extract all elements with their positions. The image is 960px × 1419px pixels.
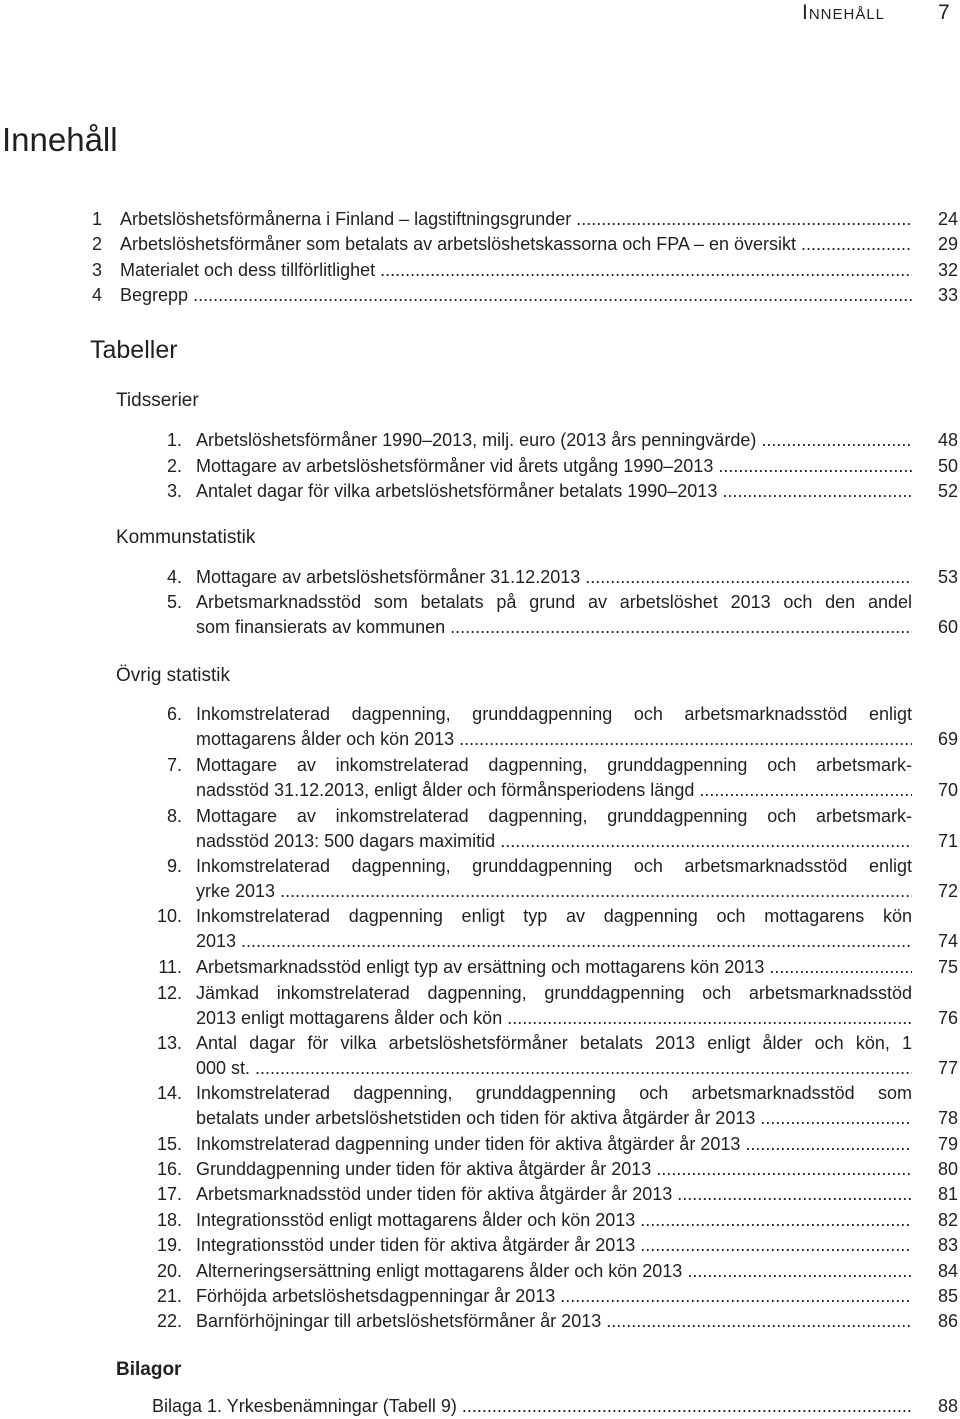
entry-title: Förhöjda arbetslöshetsdagpenningar år 2013 ..... — [196, 1283, 912, 1309]
entry-page-number: 72 — [937, 881, 958, 901]
entry-title: Inkomstrelaterad dagpenning enligt typ av dagpenning och mottagarens kön — [196, 906, 912, 926]
toc-table-19[interactable] — [0, 1232, 960, 1258]
toc-chapter-1[interactable] — [0, 206, 960, 232]
entry-page-number: 24 — [937, 209, 958, 229]
entry-page-number: 78 — [937, 1108, 958, 1128]
entry-title-continued: betalats under arbetslöshetstiden och tiden för aktiva åtgärder år 2013 ..... — [196, 1105, 912, 1131]
entry-title: Mottagare av arbetslöshetsförmåner 31.12.2013 ..... — [196, 564, 912, 590]
toc-table-8[interactable] — [0, 803, 960, 829]
tidsserier-heading: Tidsserier — [116, 390, 199, 411]
toc-table-14[interactable] — [0, 1080, 960, 1106]
toc-table-7[interactable] — [0, 752, 960, 778]
entry-number: 19. — [156, 1235, 182, 1255]
entry-number: 3. — [166, 481, 182, 501]
entry-page-number: 74 — [937, 931, 958, 951]
toc-table-3[interactable] — [0, 478, 960, 504]
entry-page-number: 84 — [937, 1261, 958, 1281]
entry-number: 20. — [156, 1261, 182, 1281]
entry-title: Mottagare av inkomstrelaterad dagpenning, grunddagpenning och arbetsmark- — [196, 755, 912, 775]
entry-number: 4. — [166, 567, 182, 587]
page-title: Innehåll — [2, 121, 118, 158]
entry-title: Mottagare av arbetslöshetsförmåner vid årets utgång 1990–2013 ..... — [196, 453, 912, 479]
entry-page-number: 33 — [937, 285, 958, 305]
toc-table-5-continuation[interactable] — [0, 614, 960, 640]
entry-page-number: 75 — [937, 957, 958, 977]
entry-title-continued: nadsstöd 31.12.2013, enligt ålder och förmånsperiodens längd ..... — [196, 777, 912, 803]
toc-table-22[interactable] — [0, 1308, 960, 1334]
entry-page-number: 77 — [937, 1058, 958, 1078]
entry-number: 3 — [92, 260, 103, 280]
header-page-number: 7 — [938, 1, 950, 24]
entry-page-number: 69 — [937, 729, 958, 749]
toc-table-9[interactable] — [0, 853, 960, 879]
toc-chapter-3[interactable] — [0, 257, 960, 283]
toc-table-14-continuation[interactable] — [0, 1105, 960, 1131]
entry-title: Inkomstrelaterad dagpenning, grunddagpenning och arbetsmarknadsstöd enligt — [196, 856, 912, 876]
toc-table-1[interactable] — [0, 427, 960, 453]
entry-page-number: 80 — [937, 1159, 958, 1179]
entry-number: 13. — [156, 1033, 182, 1053]
toc-table-15[interactable] — [0, 1131, 960, 1157]
toc-table-9-continuation[interactable] — [0, 878, 960, 904]
entry-page-number: 86 — [937, 1311, 958, 1331]
entry-page-number: 71 — [937, 831, 958, 851]
toc-table-8-continuation[interactable] — [0, 828, 960, 854]
entry-number: 1 — [92, 209, 103, 229]
entry-title: Inkomstrelaterad dagpenning, grunddagpenning och arbetsmarknadsstöd enligt — [196, 704, 912, 724]
entry-title-continued: 2013 ..... — [196, 928, 912, 954]
entry-number: 2. — [166, 456, 182, 476]
header-title: Innehåll — [802, 1, 886, 24]
toc-table-13-continuation[interactable] — [0, 1055, 960, 1081]
bilagor-heading: Bilagor — [116, 1359, 182, 1380]
entry-title: Inkomstrelaterad dagpenning under tiden för aktiva åtgärder år 2013 ..... — [196, 1131, 912, 1157]
running-header — [0, 0, 960, 26]
toc-table-12-continuation[interactable] — [0, 1005, 960, 1031]
entry-page-number: 32 — [937, 260, 958, 280]
entry-title-continued: mottagarens ålder och kön 2013 ..... — [196, 726, 912, 752]
entry-number: 15. — [156, 1134, 182, 1154]
toc-table-11[interactable] — [0, 954, 960, 980]
entry-number: 22. — [156, 1311, 182, 1331]
entry-title-continued: yrke 2013 ..... — [196, 878, 912, 904]
entry-page-number: 83 — [937, 1235, 958, 1255]
entry-number: 9. — [166, 856, 182, 876]
entry-title: Arbetsmarknadsstöd enligt typ av ersättning och mottagarens kön 2013 ..... — [196, 954, 912, 980]
entry-title: Integrationsstöd under tiden för aktiva åtgärder år 2013 ..... — [196, 1232, 912, 1258]
entry-number: 12. — [156, 983, 182, 1003]
toc-table-10[interactable] — [0, 903, 960, 929]
ovrig-statistik-heading: Övrig statistik — [116, 665, 231, 686]
entry-title: Antal dagar för vilka arbetslöshetsförmåner betalats 2013 enligt ålder och kön, 1 — [196, 1033, 912, 1053]
entry-number: 5. — [166, 592, 182, 612]
entry-page-number: 52 — [937, 481, 958, 501]
tables-heading: Tabeller — [90, 336, 178, 364]
toc-table-18[interactable] — [0, 1207, 960, 1233]
entry-page-number: 81 — [937, 1184, 958, 1204]
entry-page-number: 60 — [937, 617, 958, 637]
entry-title: Alterneringsersättning enligt mottagarens ålder och kön 2013 ..... — [196, 1258, 912, 1284]
entry-number: 21. — [156, 1286, 182, 1306]
entry-number: 6. — [166, 704, 182, 724]
toc-table-13[interactable] — [0, 1030, 960, 1056]
appendix-title: Bilaga 1. Yrkesbenämningar (Tabell 9) ..... — [152, 1393, 912, 1419]
entry-page-number: 82 — [937, 1210, 958, 1230]
entry-page-number: 48 — [937, 430, 958, 450]
entry-page-number: 79 — [937, 1134, 958, 1154]
entry-page-number: 53 — [937, 567, 958, 587]
toc-table-12[interactable] — [0, 980, 960, 1006]
entry-page-number: 29 — [937, 234, 958, 254]
entry-title: Integrationsstöd enligt mottagarens ålder och kön 2013 ..... — [196, 1207, 912, 1233]
toc-table-20[interactable] — [0, 1258, 960, 1284]
entry-title: Begrepp ..... — [120, 282, 912, 308]
toc-table-5[interactable] — [0, 589, 960, 615]
toc-appendix-1[interactable] — [0, 1393, 960, 1419]
entry-number: 18. — [156, 1210, 182, 1230]
entry-title: Arbetsmarknadsstöd under tiden för aktiva åtgärder år 2013 ..... — [196, 1181, 912, 1207]
toc-table-6-continuation[interactable] — [0, 726, 960, 752]
entry-title: Antalet dagar för vilka arbetslöshetsförmåner betalats 1990–2013 ..... — [196, 478, 912, 504]
entry-title: Grunddagpenning under tiden för aktiva åtgärder år 2013 ..... — [196, 1156, 912, 1182]
entry-number: 7. — [166, 755, 182, 775]
kommunstatistik-heading: Kommunstatistik — [116, 527, 256, 548]
toc-table-7-continuation[interactable] — [0, 777, 960, 803]
toc-table-2[interactable] — [0, 453, 960, 479]
entry-number: 17. — [156, 1184, 182, 1204]
entry-title: Arbetslöshetsförmåner 1990–2013, milj. euro (2013 års penningvärde) ..... — [196, 427, 912, 453]
toc-table-4[interactable] — [0, 564, 960, 590]
entry-title-continued: 000 st. ..... — [196, 1055, 912, 1081]
toc-table-21[interactable] — [0, 1283, 960, 1309]
entry-title: Arbetsmarknadsstöd som betalats på grund av arbetslöshet 2013 och den andel — [196, 592, 912, 612]
entry-page-number: 70 — [937, 780, 958, 800]
entry-number: 10. — [156, 906, 182, 926]
entry-number: 14. — [156, 1083, 182, 1103]
entry-page-number: 76 — [937, 1008, 958, 1028]
entry-title-continued: som finansierats av kommunen ..... — [196, 614, 912, 640]
entry-title: Arbetslöshetsförmåner som betalats av arbetslöshetskassorna och FPA – en översikt ..... — [120, 231, 912, 257]
entry-number: 11. — [158, 957, 182, 977]
toc-table-17[interactable] — [0, 1181, 960, 1207]
entry-number: 16. — [156, 1159, 182, 1179]
toc-table-16[interactable] — [0, 1156, 960, 1182]
entry-title: Jämkad inkomstrelaterad dagpenning, grunddagpenning och arbetsmarknadsstöd — [196, 983, 912, 1003]
entry-number: 8. — [166, 806, 182, 826]
entry-title: Barnförhöjningar till arbetslöshetsförmåner år 2013 ..... — [196, 1308, 912, 1334]
entry-number: 2 — [92, 234, 103, 254]
toc-table-10-continuation[interactable] — [0, 928, 960, 954]
entry-number: 1. — [166, 430, 182, 450]
entry-title: Materialet och dess tillförlitlighet ..... — [120, 257, 912, 283]
entry-title-continued: 2013 enligt mottagarens ålder och kön ..... — [196, 1005, 912, 1031]
toc-table-6[interactable] — [0, 701, 960, 727]
entry-page-number: 50 — [937, 456, 958, 476]
toc-chapter-4[interactable] — [0, 282, 960, 308]
entry-page-number: 85 — [937, 1286, 958, 1306]
entry-title: Inkomstrelaterad dagpenning, grunddagpenning och arbetsmarknadsstöd som — [196, 1083, 912, 1103]
entry-title: Arbetslöshetsförmånerna i Finland – lagstiftningsgrunder ..... — [120, 206, 912, 232]
toc-chapter-2[interactable] — [0, 231, 960, 257]
entry-page-number: 88 — [937, 1396, 958, 1416]
entry-title: Mottagare av inkomstrelaterad dagpenning, grunddagpenning och arbetsmark- — [196, 806, 912, 826]
entry-title-continued: nadsstöd 2013: 500 dagars maximitid ..... — [196, 828, 912, 854]
entry-number: 4 — [92, 285, 103, 305]
